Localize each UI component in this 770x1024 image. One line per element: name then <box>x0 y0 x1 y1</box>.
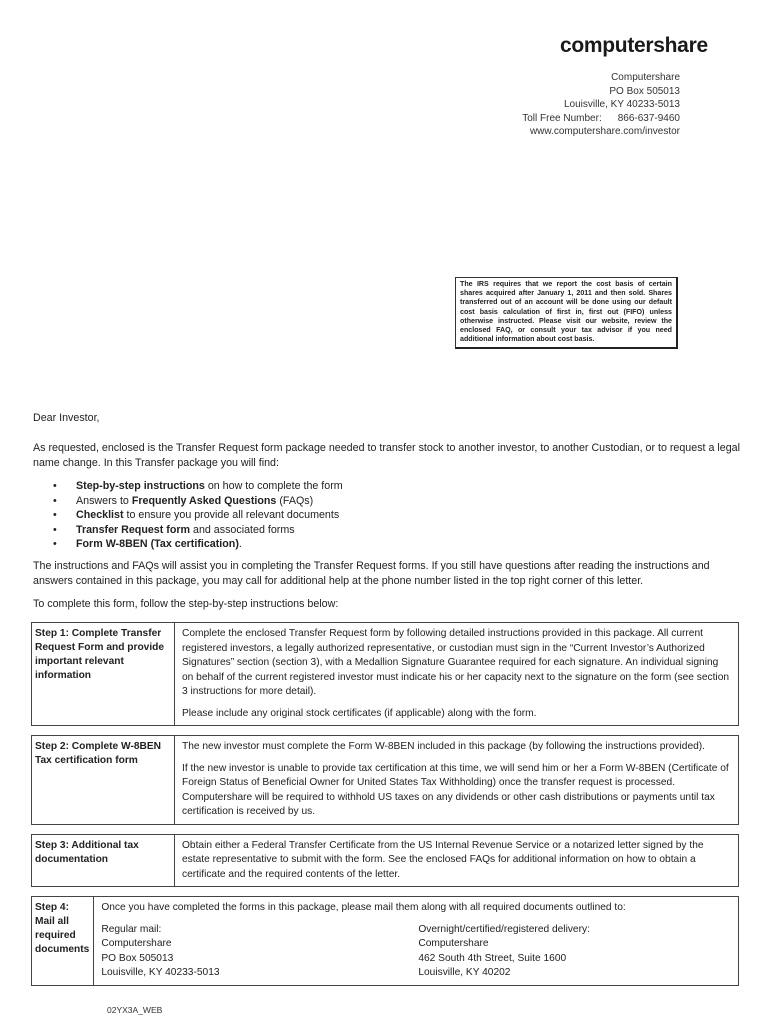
step-text <box>94 897 741 985</box>
letter-greeting: Dear Investor, <box>33 412 100 424</box>
address-line: 462 South 4th Street, Suite 1600 <box>418 952 567 964</box>
step-1 <box>31 622 739 726</box>
item-rest: on how to complete the form <box>204 480 343 492</box>
address-company: Computershare <box>611 72 680 83</box>
letter-intro: As requested, enclosed is the Transfer Request form package needed to transfer stock to another investor, to another Custodian, or to request a legal name change. In this Transfer package you will find: <box>33 442 740 469</box>
address-line: Computershare <box>418 938 489 949</box>
address-tollfree <box>522 112 680 126</box>
steps-table <box>31 622 739 995</box>
step-paragraph: The new investor must complete the Form W-8BEN included in this package (by following the instructions provided). <box>182 741 706 752</box>
package-contents-list <box>53 479 343 552</box>
list-item <box>53 523 343 538</box>
item-rest: to ensure you provide all relevant documents <box>123 509 340 521</box>
list-item <box>53 494 343 509</box>
return-address <box>522 71 680 139</box>
step-paragraph: Once you have completed the forms in this package, please mail them along with all required documents outlined to: <box>101 902 626 913</box>
step-label: Step 2: Complete W-8BEN Tax certification form <box>32 736 175 824</box>
tollfree-label: Toll Free Number: <box>522 112 602 124</box>
address-po-box: PO Box 505013 <box>609 85 680 97</box>
step-label: Step 1: Complete Transfer Request Form and provide important relevant information <box>32 623 175 725</box>
step-paragraph: Complete the enclosed Transfer Request form by following detailed instructions provided in this package. All current registered investors, a legally authorized representative, or custodian must sign in the “Current Investor’s Authorized Signatures” section (section 3), with a Medallion Signature Guarantee required for each signature. An individual signing on behalf of the current registered investor must indicate his or her capacity next to the signature on the form (see section 3 instructions for more detail). <box>182 628 730 697</box>
item-bold: Form W-8BEN (Tax certification) <box>76 538 239 550</box>
list-item <box>53 508 343 523</box>
address-line: Louisville, KY 40202 <box>418 967 511 978</box>
item-bold: Transfer Request form <box>76 523 191 536</box>
item-rest: . <box>238 538 242 550</box>
item-pre: Answers to <box>76 494 132 507</box>
step-label: Step 3: Additional tax documentation <box>32 835 175 887</box>
form-code: 02YX3A_WEB <box>107 1005 163 1015</box>
item-rest: and associated forms <box>190 523 295 536</box>
step-text <box>175 736 738 824</box>
letter-paragraph-steps-intro: To complete this form, follow the step-by-step instructions below: <box>33 598 339 610</box>
item-rest: (FAQs) <box>276 494 314 507</box>
step-4 <box>31 896 739 986</box>
step-paragraph: Please include any original stock certificates (if applicable) along with the form. <box>182 707 537 719</box>
step-3 <box>31 834 739 888</box>
list-item <box>53 537 343 552</box>
irs-cost-basis-notice: The IRS requires that we report the cost basis of certain shares acquired after January 1, 2011 and then sold. Shares transferred out of an account will be done using our default cost basis calculation of first in, first out (FIFO) unless otherwise instructed. Please visit our website, review the enclosed FAQ, or consult your tax advisor if you need additional information about cost basis. <box>455 277 678 349</box>
company-logo: computershare <box>560 34 708 57</box>
overnight-mail-address <box>418 923 735 981</box>
item-bold: Step-by-step instructions <box>76 480 205 492</box>
step-label: Step 4: Mail all required documents <box>32 897 94 985</box>
step-paragraph: If the new investor is unable to provide tax certification at this time, we will send him or her a Form W-8BEN (Certificate of Foreign Status of Beneficial Owner for United States Tax Withholding) once the transfer request is processed. Computershare will be required to withhold US taxes on any dividends or other cash distributions or payments until tax certification is received by us. <box>182 762 729 817</box>
list-item <box>53 479 343 494</box>
step-paragraph: Obtain either a Federal Transfer Certificate from the US Internal Revenue Service or a notarized letter signed by the estate representative to submit with the form. See the enclosed FAQs for additional information on how to obtain a certificate and the required contents of the letter. <box>182 839 704 880</box>
item-bold: Frequently Asked Questions <box>131 494 277 507</box>
regular-mail-address <box>101 923 418 981</box>
address-line: Regular mail: <box>101 923 162 935</box>
step-text <box>175 835 738 887</box>
tollfree-number: 866-637-9460 <box>617 112 680 124</box>
address-line: PO Box 505013 <box>101 952 174 964</box>
mailing-addresses <box>101 923 735 981</box>
address-line: Computershare <box>101 938 172 949</box>
step-2 <box>31 735 739 825</box>
address-city: Louisville, KY 40233-5013 <box>563 99 680 110</box>
address-line: Overnight/certified/registered delivery: <box>418 923 590 935</box>
step-text <box>175 623 738 725</box>
letter-paragraph-help: The instructions and FAQs will assist you in completing the Transfer Request forms. If you still have questions after reading the instructions and answers contained in this package, you may call for additional help at the phone number listed in the top right corner of this letter. <box>33 560 710 587</box>
item-bold: Checklist <box>76 509 124 521</box>
address-website: www.computershare.com/investor <box>529 126 680 137</box>
address-line: Louisville, KY 40233-5013 <box>101 967 220 978</box>
